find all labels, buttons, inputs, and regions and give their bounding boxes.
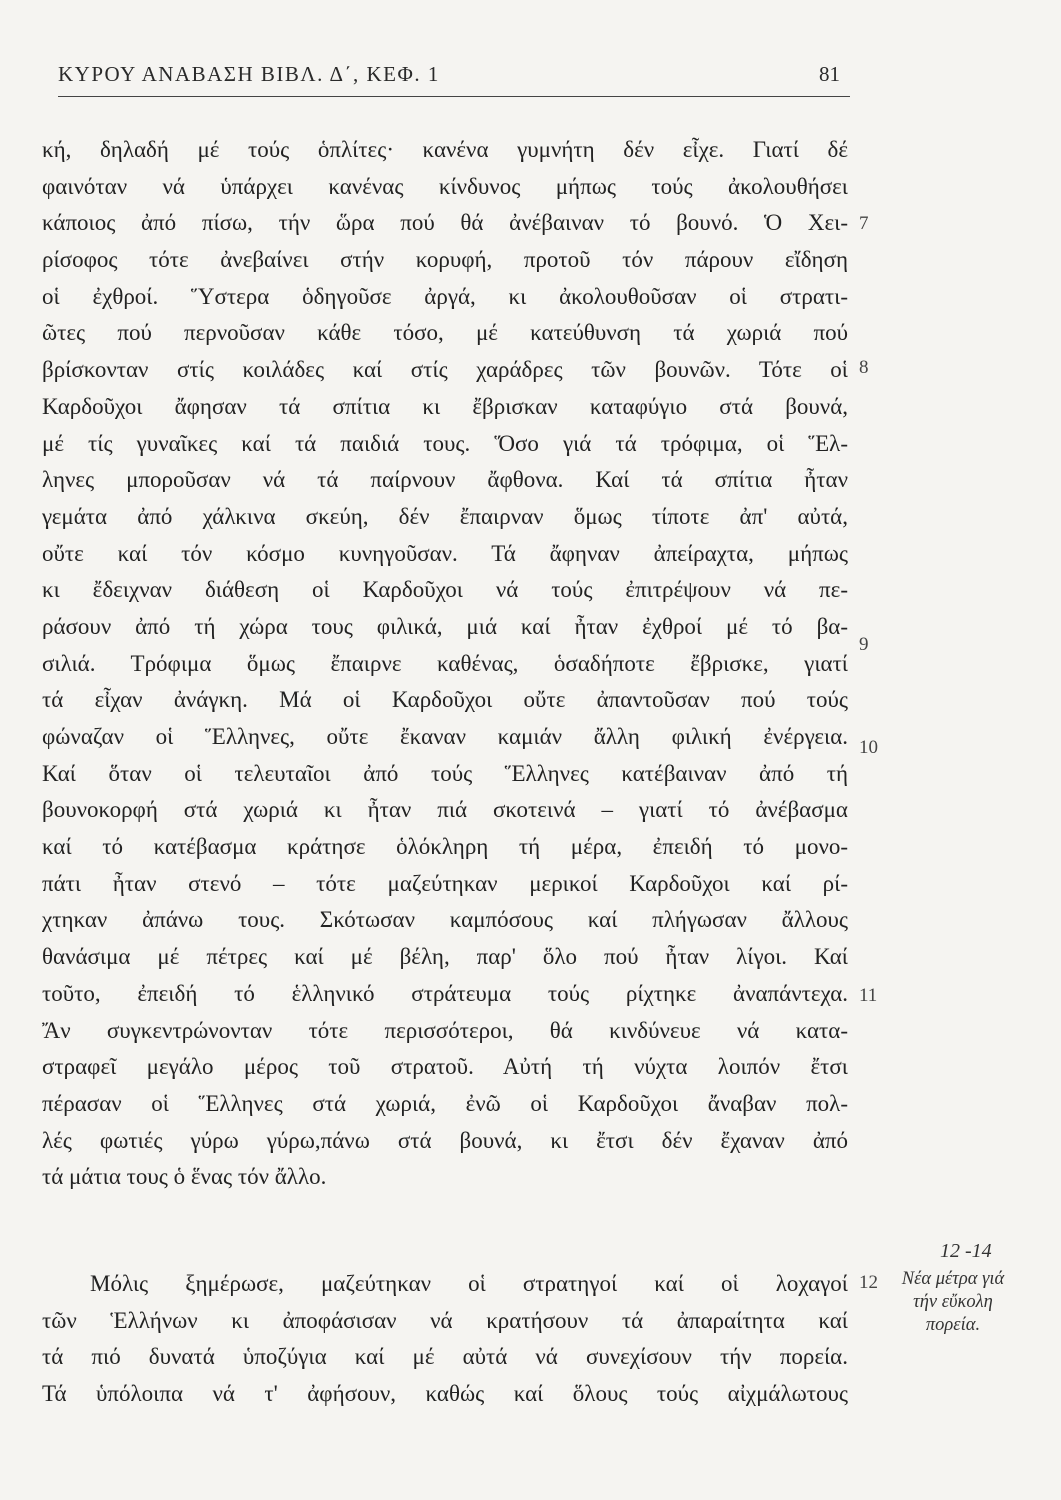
text-line: ρίσοφος τότε ἀνεβαίνει στήν κορυφή, προτοῦ τόν πάρουν εἴδηση	[42, 247, 848, 273]
text-line: σιλιά. Τρόφιμα ὅμως ἔπαιρνε καθένας, ὁσαδήποτε ἔβρισκε, γιατί	[42, 650, 848, 676]
text-line: τοῦτο, ἐπειδή τό ἑλληνικό στράτευμα τούς ρίχτηκε ἀναπάντεχα.	[42, 980, 848, 1006]
text-line: στραφεῖ μεγάλο μέρος τοῦ στρατοῦ. Αὐτή τή νύχτα λοιπόν ἔτσι	[42, 1054, 848, 1080]
text-line: βουνοκορφή στά χωριά κι ἦταν πιά σκοτεινά – γιατί τό ἀνέβασμα	[42, 797, 848, 823]
text-line: ληνες μποροῦσαν νά τά παίρνουν ἄφθονα. Καί τά σπίτια ἦταν	[42, 467, 848, 493]
header-title: ΚΥΡΟΥ ΑΝΑΒΑΣΗ ΒΙΒΛ. Δ΄, ΚΕΦ. 1	[58, 62, 440, 86]
text-line: τά εἶχαν ἀνάγκη. Μά οἱ Καρδοῦχοι οὔτε ἀπαντοῦσαν πού τούς	[42, 687, 848, 713]
page-number: 81	[819, 62, 840, 86]
text-line: θανάσιμα μέ πέτρες καί μέ βέλη, παρ' ὅλο πού ἦταν λίγοι. Καί	[42, 944, 848, 970]
running-header	[58, 62, 848, 92]
text-line: Τά ὑπόλοιπα νά τ' ἀφήσουν, καθώς καί ὅλους τούς αἰχμάλωτους	[42, 1381, 848, 1407]
side-note-range: 12 -14	[940, 1240, 992, 1262]
text-line: κή, δηλαδή μέ τούς ὁπλίτες· κανένα γυμνήτη δέν εἶχε. Γιατί δέ	[42, 137, 848, 162]
text-line: λές φωτιές γύρω γύρω,πάνω στά βουνά, κι ἔτσι δέν ἔχαναν ἀπό	[42, 1127, 848, 1153]
section-number-8: 8	[859, 357, 869, 378]
text-line: φώναζαν οἱ Ἕλληνες, οὔτε ἔκαναν καμιάν ἄλλη φιλική ἐνέργεια.	[42, 724, 848, 749]
section-number-11: 11	[859, 985, 878, 1006]
text-line: Ἄν συγκεντρώνονταν τότε περισσότεροι, θά κινδύνευε νά κατα-	[42, 1017, 848, 1043]
section-number-7: 7	[859, 213, 869, 234]
text-line: Καρδοῦχοι ἄφησαν τά σπίτια κι ἔβρισκαν καταφύγιο στά βουνά,	[42, 393, 848, 419]
section-number-12: 12	[859, 1272, 878, 1293]
text-line: οἱ ἐχθροί. Ὕστερα ὁδηγοῦσε ἀργά, κι ἀκολουθοῦσαν οἱ στρατι-	[42, 283, 848, 309]
side-note-line: Νέα μέτρα γιά	[901, 1269, 1005, 1289]
text-line: κάποιος ἀπό πίσω, τήν ὥρα πού θά ἀνέβαιναν τό βουνό. Ὁ Χει-	[42, 210, 848, 236]
text-line: μέ τίς γυναῖκες καί τά παιδιά τους. Ὅσο γιά τά τρόφιμα, οἱ Ἕλ-	[42, 430, 848, 456]
text-line: φαινόταν νά ὑπάρχει κανένας κίνδυνος μήπως τούς ἀκολουθήσει	[42, 173, 848, 199]
main-paragraph	[42, 132, 848, 1196]
text-line: τῶν Ἑλλήνων κι ἀποφάσισαν νά κρατήσουν τά ἀπαραίτητα καί	[42, 1307, 848, 1333]
text-line: τά πιό δυνατά ὑποζύγια καί μέ αὐτά νά συνεχίσουν τήν πορεία.	[42, 1344, 848, 1370]
section-number-9: 9	[859, 634, 869, 655]
text-line: οὔτε καί τόν κόσμο κυνηγοῦσαν. Τά ἄφηναν ἀπείραχτα, μήπως	[42, 540, 848, 566]
text-line: Καί ὅταν οἱ τελευταῖοι ἀπό τούς Ἕλληνες κατέβαιναν ἀπό τή	[42, 760, 848, 786]
text-line: πάτι ἦταν στενό – τότε μαζεύτηκαν μερικοί Καρδοῦχοι καί ρί-	[42, 870, 848, 896]
text-line: βρίσκονταν στίς κοιλάδες καί στίς χαράδρες τῶν βουνῶν. Τότε οἱ	[42, 357, 848, 383]
text-line: ῶτες πού περνοῦσαν κάθε τόσο, μέ κατεύθυνση τά χωριά πού	[42, 320, 848, 346]
text-line: γεμάτα ἀπό χάλκινα σκεύη, δέν ἔπαιρναν ὅμως τίποτε ἀπ' αὐτά,	[42, 503, 848, 529]
side-note-line: πορεία.	[925, 1315, 981, 1335]
text-line: πέρασαν οἱ Ἕλληνες στά χωριά, ἐνῶ οἱ Καρδοῦχοι ἄναβαν πολ-	[42, 1090, 848, 1116]
text-line: Μόλις ξημέρωσε, μαζεύτηκαν οἱ στρατηγοί καί οἱ λοχαγοί	[90, 1271, 848, 1296]
text-line: ράσουν ἀπό τή χώρα τους φιλικά, μιά καί ἦταν ἐχθροί μέ τό βα-	[42, 613, 848, 639]
text-line: τά μάτια τους ὁ ἕνας τόν ἄλλο.	[42, 1164, 327, 1190]
side-note	[878, 1268, 1028, 1337]
text-line: κι ἔδειχναν διάθεση οἱ Καρδοῦχοι νά τούς ἐπιτρέψουν νά πε-	[42, 577, 848, 603]
text-line: καί τό κατέβασμα κράτησε ὁλόκληρη τή μέρα, ἐπειδή τό μονο-	[42, 834, 848, 860]
text-line: χτηκαν ἀπάνω τους. Σκότωσαν καμπόσους καί πλήγωσαν ἄλλους	[42, 907, 848, 933]
second-paragraph	[42, 1266, 848, 1413]
section-number-10: 10	[859, 737, 878, 758]
header-rule	[58, 96, 850, 97]
side-note-line: τήν εὔκολη	[913, 1292, 993, 1312]
